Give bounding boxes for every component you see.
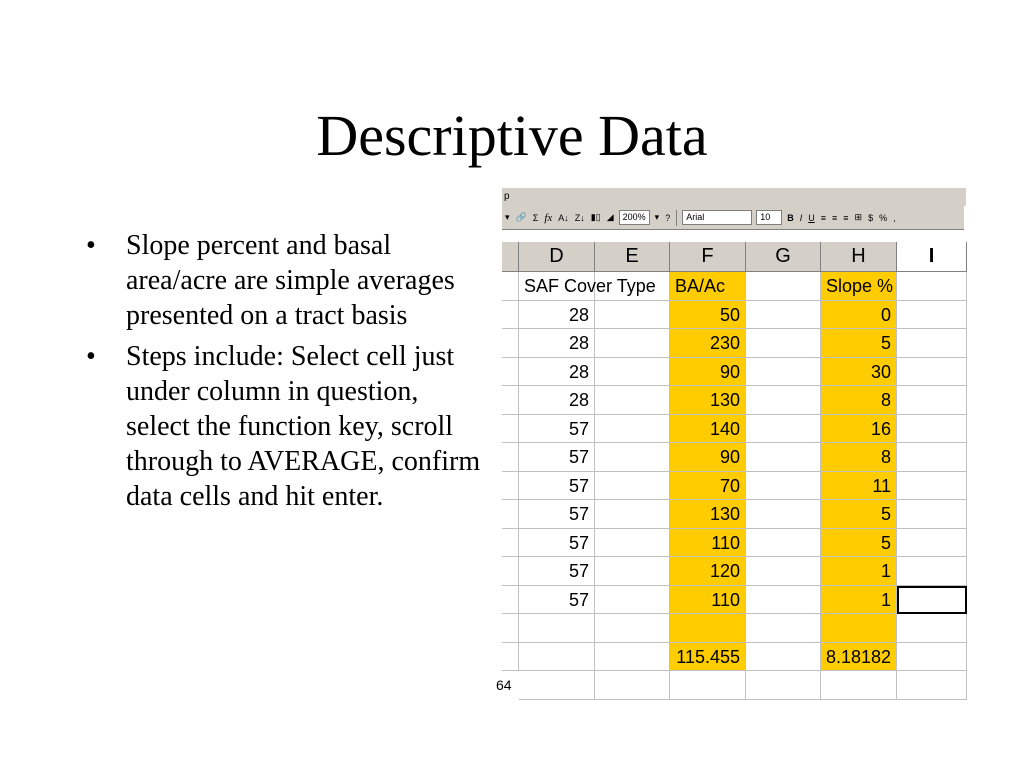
data-cell[interactable]: 57: [519, 557, 595, 586]
row-header[interactable]: [502, 643, 519, 672]
data-cell[interactable]: 57: [519, 586, 595, 615]
data-cell[interactable]: 1: [821, 557, 897, 586]
row-header[interactable]: [502, 443, 519, 472]
align-left-icon[interactable]: ≡: [820, 212, 826, 223]
merge-center-icon[interactable]: ⊞: [854, 212, 863, 222]
data-cell[interactable]: 140: [670, 415, 746, 444]
chevron-down-icon[interactable]: ▾: [654, 212, 660, 222]
data-cell[interactable]: 16: [821, 415, 897, 444]
data-cell[interactable]: 57: [519, 472, 595, 501]
autosum-button[interactable]: Σ: [532, 212, 539, 223]
data-cell[interactable]: 5: [821, 500, 897, 529]
data-cell[interactable]: [595, 358, 670, 387]
data-cell[interactable]: 57: [519, 500, 595, 529]
data-cell[interactable]: [897, 443, 967, 472]
data-cell[interactable]: 57: [519, 415, 595, 444]
bullet-item: [86, 228, 486, 333]
row-header[interactable]: [502, 529, 519, 558]
row-header[interactable]: [502, 415, 519, 444]
font-size-select[interactable]: 10: [756, 210, 782, 225]
bullet-text: Slope percent and basal area/acre are simple averages presented on a tract basis: [126, 230, 455, 331]
column-header-f[interactable]: F: [670, 242, 746, 272]
data-cell[interactable]: [595, 329, 670, 358]
data-cell[interactable]: [897, 614, 967, 643]
data-cell[interactable]: [897, 529, 967, 558]
sort-ascending-icon[interactable]: A↓: [558, 212, 569, 223]
data-cell[interactable]: [897, 415, 967, 444]
row-header[interactable]: [502, 358, 519, 387]
data-cell[interactable]: [897, 500, 967, 529]
currency-button[interactable]: $: [868, 212, 874, 223]
row-header[interactable]: [502, 500, 519, 529]
data-cell[interactable]: [746, 358, 821, 387]
data-cell[interactable]: 30: [821, 358, 897, 387]
column-title-cell[interactable]: SAF Cover Type: [519, 272, 595, 301]
data-cell[interactable]: [595, 443, 670, 472]
bullet-text: Steps include: Select cell just under column in question, select the function key, scroll through to AVERAGE, confirm data cells and hit enter.: [126, 341, 481, 512]
column-title-cell[interactable]: Slope %: [821, 272, 897, 301]
bullet-marker: •: [86, 341, 96, 372]
bold-button[interactable]: B: [787, 212, 794, 223]
data-cell[interactable]: 70: [670, 472, 746, 501]
row-header[interactable]: [502, 557, 519, 586]
data-cell[interactable]: [746, 614, 821, 643]
empty-cell[interactable]: [670, 671, 746, 700]
column-header-h[interactable]: H: [821, 242, 897, 272]
data-cell[interactable]: [670, 614, 746, 643]
data-cell[interactable]: [897, 386, 967, 415]
data-cell[interactable]: [897, 329, 967, 358]
data-cell[interactable]: 57: [519, 529, 595, 558]
data-cell[interactable]: [897, 472, 967, 501]
italic-button[interactable]: I: [799, 212, 803, 223]
data-cell[interactable]: [897, 301, 967, 330]
data-cell[interactable]: 120: [670, 557, 746, 586]
data-cell[interactable]: [897, 557, 967, 586]
data-cell[interactable]: [595, 557, 670, 586]
data-cell[interactable]: 28: [519, 329, 595, 358]
data-cell[interactable]: 230: [670, 329, 746, 358]
data-cell[interactable]: [746, 529, 821, 558]
data-cell[interactable]: [746, 301, 821, 330]
row-header[interactable]: [502, 329, 519, 358]
function-button[interactable]: fx: [544, 211, 553, 224]
data-cell[interactable]: [595, 415, 670, 444]
data-cell[interactable]: 110: [670, 529, 746, 558]
data-cell[interactable]: 5: [821, 529, 897, 558]
data-cell[interactable]: 8.18182: [821, 643, 897, 672]
bullet-item: [86, 339, 486, 514]
data-cell[interactable]: [595, 301, 670, 330]
row-header[interactable]: [502, 614, 519, 643]
data-cell[interactable]: [519, 643, 595, 672]
data-cell[interactable]: [897, 643, 967, 672]
row-number[interactable]: 64: [496, 677, 512, 693]
data-cell[interactable]: 1: [821, 586, 897, 615]
bullet-list: [86, 228, 486, 520]
column-title-cell[interactable]: [746, 272, 821, 301]
empty-cell[interactable]: [519, 671, 595, 700]
data-cell[interactable]: [595, 500, 670, 529]
data-cell[interactable]: [897, 358, 967, 387]
row-header[interactable]: [502, 272, 519, 301]
help-icon[interactable]: ?: [665, 212, 671, 223]
align-center-icon[interactable]: ≡: [831, 212, 838, 223]
data-cell[interactable]: 11: [821, 472, 897, 501]
data-cell[interactable]: 50: [670, 301, 746, 330]
data-cell[interactable]: [746, 415, 821, 444]
data-cell[interactable]: [595, 472, 670, 501]
comma-button[interactable]: ,: [893, 212, 896, 223]
data-cell[interactable]: [746, 386, 821, 415]
row-header[interactable]: [502, 386, 519, 415]
data-cell[interactable]: [746, 643, 821, 672]
data-cell[interactable]: [595, 614, 670, 643]
menu-bar: [502, 188, 966, 206]
chart-wizard-icon[interactable]: ▮▯: [590, 212, 601, 222]
data-cell[interactable]: 57: [519, 443, 595, 472]
data-cell[interactable]: 5: [821, 329, 897, 358]
drawing-icon[interactable]: ◢: [606, 212, 614, 222]
data-cell[interactable]: [595, 586, 670, 615]
zoom-select[interactable]: 200%: [619, 210, 650, 225]
percent-button[interactable]: %: [879, 212, 888, 223]
data-cell[interactable]: [746, 329, 821, 358]
menu-fragment[interactable]: p: [504, 191, 510, 202]
sort-descending-icon[interactable]: Z↓: [574, 212, 585, 223]
empty-cell[interactable]: [746, 671, 821, 700]
font-name-select[interactable]: Arial: [682, 210, 752, 225]
column-header-e[interactable]: E: [595, 242, 670, 272]
data-cell[interactable]: [595, 643, 670, 672]
empty-cell[interactable]: [595, 671, 670, 700]
corner-header[interactable]: [502, 242, 519, 272]
dropdown-arrow-icon[interactable]: ▾: [505, 212, 510, 222]
row-header[interactable]: [502, 586, 519, 615]
spreadsheet-screenshot: [496, 188, 964, 693]
data-cell[interactable]: 28: [519, 386, 595, 415]
data-cell[interactable]: 8: [821, 386, 897, 415]
data-cell[interactable]: 115.455: [670, 643, 746, 672]
data-cell[interactable]: 90: [670, 443, 746, 472]
data-cell[interactable]: [519, 614, 595, 643]
row-header[interactable]: [502, 472, 519, 501]
column-header-d[interactable]: D: [519, 242, 595, 272]
column-title-cell[interactable]: [595, 272, 670, 301]
column-title-cell[interactable]: [897, 272, 967, 301]
empty-cell[interactable]: [821, 671, 897, 700]
selected-cell[interactable]: [897, 586, 967, 615]
toolbar-separator: [676, 210, 677, 226]
data-cell[interactable]: [746, 586, 821, 615]
bullet-marker: •: [86, 230, 96, 261]
data-cell[interactable]: [821, 614, 897, 643]
formula-bar-area: [502, 230, 964, 242]
data-cell[interactable]: 8: [821, 443, 897, 472]
align-right-icon[interactable]: ≡: [843, 212, 849, 223]
data-cell[interactable]: 130: [670, 386, 746, 415]
data-cell[interactable]: 28: [519, 358, 595, 387]
slide-title: Descriptive Data: [316, 103, 708, 168]
column-title-cell[interactable]: BA/Ac: [670, 272, 746, 301]
data-cell[interactable]: [746, 557, 821, 586]
empty-cell[interactable]: [897, 671, 967, 700]
data-cell[interactable]: [595, 529, 670, 558]
data-cell[interactable]: [746, 500, 821, 529]
data-cell[interactable]: 110: [670, 586, 746, 615]
column-header-i[interactable]: I: [897, 242, 967, 272]
data-cell[interactable]: 28: [519, 301, 595, 330]
data-cell[interactable]: 90: [670, 358, 746, 387]
data-cell[interactable]: [595, 386, 670, 415]
data-cell[interactable]: [746, 472, 821, 501]
column-header-g[interactable]: G: [746, 242, 821, 272]
row-header[interactable]: [502, 301, 519, 330]
hyperlink-icon[interactable]: 🔗: [515, 212, 527, 222]
data-cell[interactable]: [746, 443, 821, 472]
data-cell[interactable]: 0: [821, 301, 897, 330]
underline-button[interactable]: U: [808, 212, 815, 223]
data-cell[interactable]: 130: [670, 500, 746, 529]
formatting-toolbar: [502, 206, 964, 230]
function-symbol: f: [544, 211, 548, 224]
